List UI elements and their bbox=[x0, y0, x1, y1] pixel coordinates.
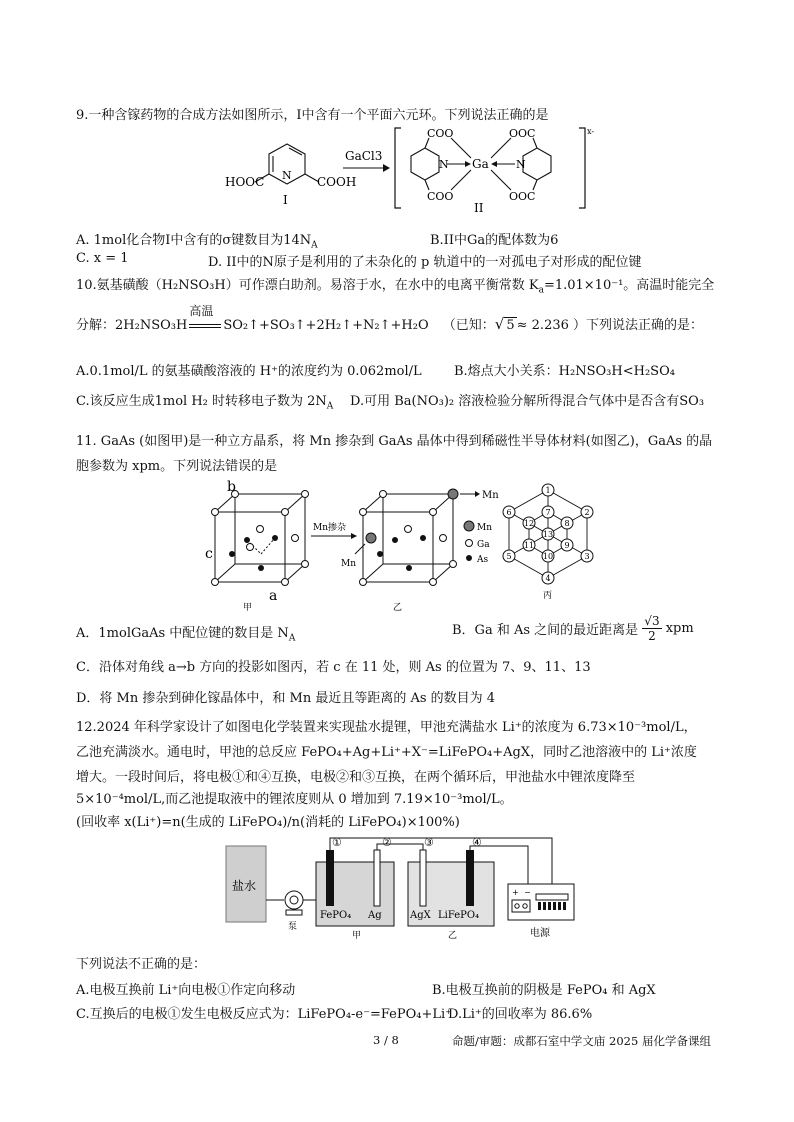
q12-line4: 5×10⁻⁴mol/L,而乙池提取液中的锂浓度则从 0 增加到 7.19×10⁻³mol/L。 bbox=[76, 792, 513, 807]
page-number: 3 / 8 bbox=[373, 1033, 399, 1047]
q10-option-b: B.熔点大小关系：H₂NSO₃H<H₂SO₄ bbox=[454, 364, 675, 379]
cube-jia-atoms bbox=[212, 491, 309, 586]
q9-stem: 9.一种含镓药物的合成方法如图所示，I中含有一个平面六元环。下列说法正确的是 bbox=[76, 108, 549, 123]
q12-option-a: A.电极互换前 Li⁺向电极①作定向移动 bbox=[76, 983, 296, 998]
q11-option-b: B．Ga 和 As 之间的最近距离是 $\frac{√3}{2}$ xpm bbox=[452, 614, 694, 643]
power-plus: + bbox=[512, 888, 519, 897]
electrode-1-label: ① bbox=[332, 836, 342, 849]
legend-mn: Mn bbox=[477, 523, 493, 533]
svg-text:7: 7 bbox=[545, 508, 551, 517]
q12-line2: 乙池充满淡水。通电时，甲池的总反应 FePO₄+Ag+Li⁺+X⁻=LiFePO₄+AgX，同时乙池溶液中的 Li⁺浓度 bbox=[76, 745, 697, 760]
q12-option-d: D.Li⁺的回收率为 86.6% bbox=[448, 1007, 593, 1022]
q10-option-a: A.0.1mol/L 的氨基磺酸溶液的 H⁺的浓度约为 0.062mol/L bbox=[76, 364, 422, 379]
n-atom-label-right: N bbox=[516, 158, 526, 171]
q9-option-a: A. 1mol化合物I中含有的σ键数目为$14N_A$ bbox=[76, 233, 318, 251]
electrode-2 bbox=[374, 850, 380, 906]
q12-stem: 下列说法不正确的是： bbox=[76, 957, 207, 972]
fraction-denominator: 2 bbox=[648, 629, 656, 643]
q12-line3: 增大。一段时间后，将电极①和④互换，电极②和③互换，在两个循环后，甲池盐水中锂浓度降至 bbox=[76, 770, 636, 785]
fepo4-label: FePO₄ bbox=[320, 910, 352, 921]
footer-credit: 命题/审题：成都石室中学文庙 2025 届化学备课组 bbox=[452, 1034, 711, 1048]
svg-text:5: 5 bbox=[506, 552, 512, 561]
q9-reaction-figure bbox=[225, 124, 595, 216]
svg-text:9: 9 bbox=[564, 541, 570, 550]
svg-text:6: 6 bbox=[506, 508, 512, 517]
power-minus: − bbox=[524, 888, 531, 897]
jia-label: 甲 bbox=[352, 931, 362, 941]
q9-option-d: D. II中的N原子是利用的了未杂化的 p 轨道中的一对孤电子对形成的配位键 bbox=[208, 255, 642, 270]
svg-text:2: 2 bbox=[584, 508, 590, 517]
gacl3-reagent: GaCl3 bbox=[345, 149, 383, 163]
q11-stem-line1: 11. GaAs (如图甲)是一种立方晶系，将 Mn 掺杂到 GaAs 晶体中得到稀磁性半导体材料(如图乙)，GaAs 的晶 bbox=[76, 434, 713, 449]
svg-text:1: 1 bbox=[545, 486, 551, 495]
legend bbox=[464, 521, 474, 561]
left-bracket bbox=[395, 128, 401, 208]
power-label: 电源 bbox=[530, 928, 550, 939]
label-c: c bbox=[205, 546, 213, 562]
svg-text:10: 10 bbox=[542, 552, 554, 561]
svg-text:13: 13 bbox=[542, 530, 554, 539]
compound-i-label: I bbox=[283, 193, 288, 207]
mn-top-label: Mn bbox=[482, 490, 499, 501]
yi-label: 乙 bbox=[448, 931, 458, 941]
q9-option-c: C. x = 1 bbox=[76, 251, 129, 266]
hooc-label: HOOC bbox=[225, 175, 265, 189]
q11-stem-line2: 胞参数为 xpm。下列说法错误的是 bbox=[76, 459, 278, 474]
svg-text:8: 8 bbox=[564, 519, 570, 528]
electrode-4 bbox=[466, 850, 474, 906]
label-b: b bbox=[227, 480, 236, 495]
condition-label: 高温 bbox=[189, 304, 214, 318]
label-a: a bbox=[269, 588, 278, 604]
n-atom-label: N bbox=[282, 169, 292, 182]
electrode-1 bbox=[326, 850, 334, 906]
right-bracket bbox=[579, 128, 585, 208]
q12-option-c: C.互换后的电极①发生电极反应式为：LiFePO₄-e⁻=FePO₄+Li⁺ bbox=[76, 1007, 453, 1022]
q11-option-c: C．沿体对角线 a→b 方向的投影如图丙，若 c 在 11 处，则 As 的位置为 7、9、11、13 bbox=[76, 660, 591, 675]
ga-atom-label: Ga bbox=[472, 157, 489, 171]
caption-yi: 乙 bbox=[393, 603, 403, 613]
svg-text:11: 11 bbox=[523, 541, 535, 550]
svg-text:12: 12 bbox=[523, 519, 535, 528]
caption-bing: 丙 bbox=[543, 591, 553, 601]
ag-label: Ag bbox=[368, 910, 382, 921]
coo-top-left: COO bbox=[427, 127, 454, 140]
q11-option-a: A．1molGaAs 中配位键的数目是 $N_A$ bbox=[76, 626, 296, 644]
lifepo4-label: LiFePO₄ bbox=[438, 910, 480, 921]
electrode-4-label: ④ bbox=[472, 836, 482, 849]
n-atom-label-left: N bbox=[439, 158, 449, 171]
ooc-bottom-right: OOC bbox=[509, 190, 536, 203]
brine-label: 盐水 bbox=[232, 879, 257, 893]
mn-side-label: Mn bbox=[341, 559, 357, 569]
pump-label: 泵 bbox=[288, 922, 298, 932]
q12-line5: (回收率 x(Li⁺)=n(生成的 LiFePO₄)/n(消耗的 LiFePO₄)×100%) bbox=[76, 815, 460, 830]
coo-bottom-left: COO bbox=[427, 190, 454, 203]
legend-ga: Ga bbox=[477, 540, 490, 550]
q10-stem: 10.氨基磺酸（H₂NSO₃H）可作漂白助剂。易溶于水，在水中的电离平衡常数 $K_a=1.01\times 10^{-1}$。高温时能完全 bbox=[76, 278, 715, 296]
sqrt-symbol: √ bbox=[494, 315, 505, 333]
cooh-label: COOH bbox=[317, 175, 357, 189]
q10-option-c: C.该反应生成1mol H₂ 时转移电子数为 $2N_A$ bbox=[76, 394, 334, 412]
electrode-2-label: ② bbox=[382, 836, 392, 849]
q12-line1: 12.2024 年科学家设计了如图电化学装置来实现盐水提锂，甲池充满盐水 Li⁺的浓度为 6.73×10⁻³mol/L， bbox=[76, 720, 697, 735]
fraction-numerator: √3 bbox=[644, 614, 660, 628]
electrode-3 bbox=[420, 850, 426, 906]
doping-arrow-label: Mn掺杂 bbox=[313, 523, 347, 533]
cube-yi-atoms bbox=[360, 489, 459, 586]
caption-jia: 甲 bbox=[243, 603, 253, 613]
charge-label: x- bbox=[587, 127, 595, 136]
q9-option-b: B.II中Ga的配体数为6 bbox=[430, 233, 559, 248]
svg-text:4: 4 bbox=[545, 574, 551, 583]
electrode-3-label: ③ bbox=[424, 836, 434, 849]
q10-decomposition-equation: 分解：2H₂NSO₃H 高温 SO₂↑+SO₃↑+2H₂↑+N₂↑+H₂O （已知：√ 5 ≈ 2.236 ）下列说法正确的是： bbox=[76, 304, 704, 333]
q11-option-d: D．将 Mn 掺杂到砷化镓晶体中，和 Mn 最近且等距离的 As 的数目为 4 bbox=[76, 691, 496, 706]
agx-label: AgX bbox=[410, 910, 431, 921]
compound-ii-label: II bbox=[474, 201, 484, 215]
q10-option-d: D.可用 Ba(NO₃)₂ 溶液检验分解所得混合气体中是否含有SO₃ bbox=[350, 394, 705, 409]
legend-as: As bbox=[477, 555, 489, 565]
svg-text:3: 3 bbox=[584, 552, 590, 561]
q12-option-b: B.电极互换前的阴极是 FePO₄ 和 AgX bbox=[432, 983, 656, 998]
q11-crystal-figure bbox=[205, 480, 595, 620]
ooc-top-right: OOC bbox=[509, 127, 536, 140]
q12-electrochem-figure bbox=[222, 834, 602, 942]
